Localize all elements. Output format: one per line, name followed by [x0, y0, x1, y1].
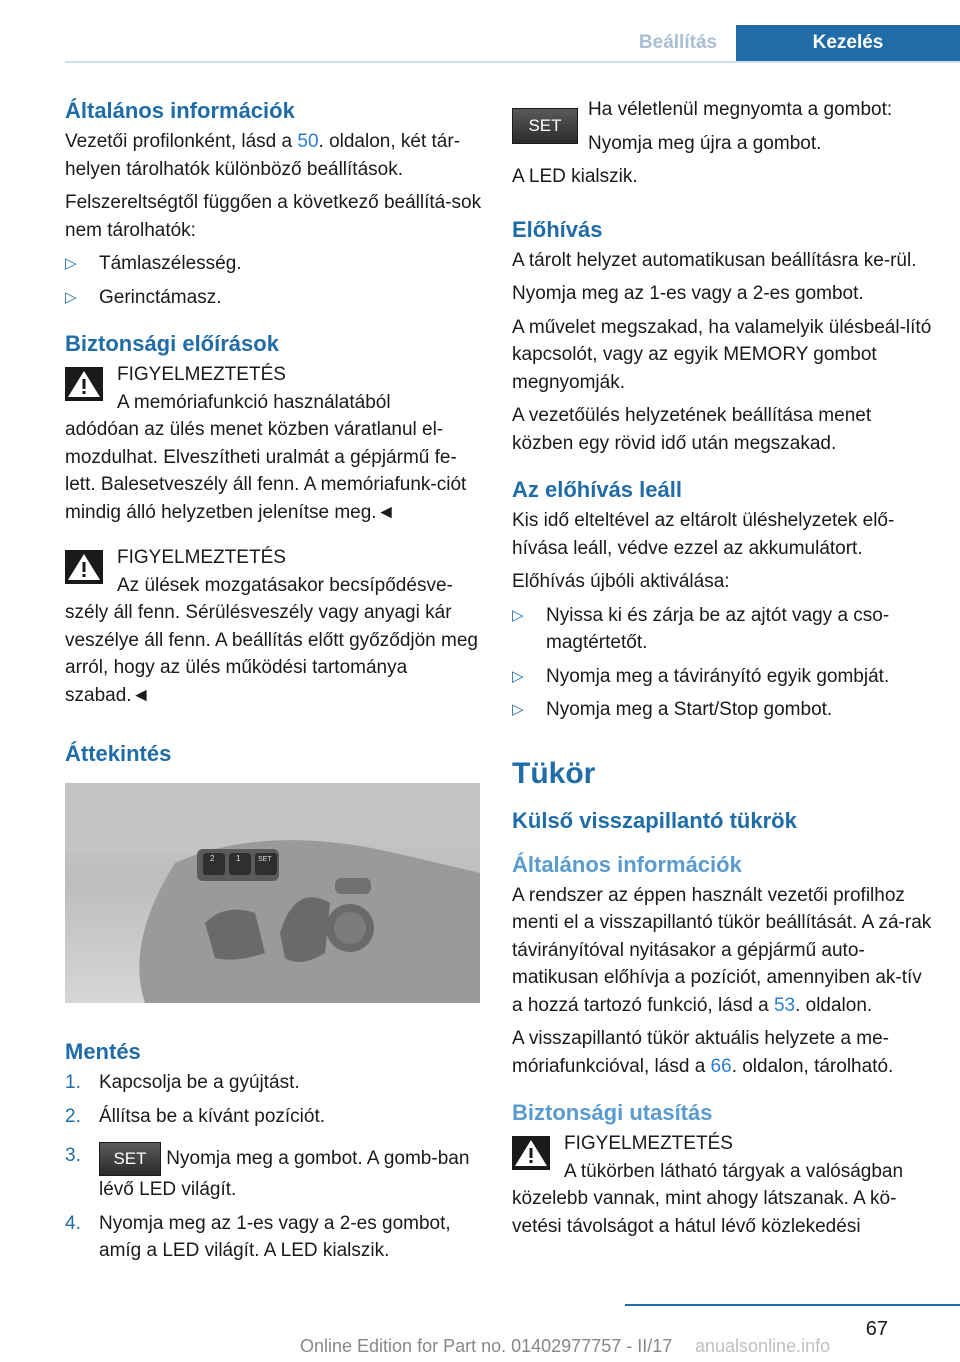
warning-text: Az ülések mozgatásakor becsípődésve- [117, 574, 453, 596]
accidental-press-note [512, 96, 932, 157]
header-divider [65, 61, 960, 63]
warning-1 [65, 361, 485, 416]
accident-action: Nyomja meg újra a gombot. [588, 132, 822, 154]
not-stored-list [65, 250, 485, 311]
heading-exterior-mirrors: Külső visszapillantó tükrök [512, 807, 797, 833]
footer-divider [625, 1304, 960, 1306]
save-steps [65, 1069, 485, 1265]
svg-text:SET: SET [258, 856, 272, 863]
page-number: 67 [865, 1318, 888, 1340]
page-link-50[interactable]: 50 [297, 131, 319, 152]
warning-1-body: adódóan az ülés menet közben váratlanul el-mozdulhat. Elveszítheti uralmát a gépjármű fe-lett. Balesetveszély áll fenn. A memóriafunk-ciót mindig álló helyzetben jelenítse meg.◄ [65, 419, 467, 523]
heading-general-info-mirror: Általános információk [512, 851, 742, 877]
triangle-bullet-icon: ▷ [512, 667, 524, 685]
list-item: ▷ Támlaszélesség. [65, 250, 485, 278]
heading-safety-instruction: Biztonsági utasítás [512, 1100, 713, 1125]
triangle-bullet-icon: ▷ [512, 701, 524, 718]
triangle-bullet-icon: ▷ [65, 255, 77, 272]
seat-controls-photo [65, 783, 480, 1003]
page-link-53[interactable]: 53 [773, 994, 796, 1016]
left-column [65, 96, 485, 1271]
heading-overview: Áttekintés [65, 741, 172, 766]
warning-triangle-icon [65, 550, 103, 584]
svg-text:1: 1 [236, 854, 241, 863]
mirror-para-1: A rendszer az éppen használt vezetői profilhoz menti el a visszapillantó tükör beállítását. A zá-rak távirányítóval nyitásakor a gépjármű auto-matikusan előhívja a pozíciót, amennyiben ak-tív a hozzá tartozó funkció, lásd a 53. oldalon. [512, 884, 932, 1016]
led-off-text: A LED kialszik. [512, 166, 638, 187]
heading-recall: Előhívás [512, 216, 603, 242]
warning-mirror-body: közelebb vannak, mint ahogy látszanak. A kö-vetési távolságot a hátul lévő közlekedési [512, 1188, 897, 1237]
accident-text: Ha véletlenül megnyomta a gombot: [588, 99, 893, 120]
paragraph-profiles: Vezetői profilonként, lásd a 50. oldalon, két tár-helyen tárolhatók különböző beállítások. [65, 131, 461, 180]
triangle-bullet-icon: ▷ [65, 288, 77, 306]
step-item: 3. SET Nyomja meg a gombot. A gomb-ban lévő LED világít. [65, 1142, 485, 1204]
list-item: ▷ Nyissa ki és zárja be az ajtót vagy a cso-magtértetőt. [512, 602, 932, 657]
mirror-para-2: A visszapillantó tükör aktuális helyzete a me-móriafunkcióval, lásd a 66. oldalon, tárolható. [512, 1028, 894, 1077]
step-item: 2. Állítsa be a kívánt pozíciót. [65, 1105, 326, 1127]
warning-title: FIGYELMEZTETÉS [564, 1133, 733, 1154]
recall-para-4: A vezetőülés helyzetének beállítása menet közben egy rövid idő után megszakad. [512, 405, 872, 454]
svg-text:2: 2 [210, 854, 215, 863]
seat-memory-buttons-image [65, 783, 480, 1003]
warning-title: FIGYELMEZTETÉS [117, 547, 286, 568]
warning-mirror [512, 1130, 932, 1185]
heading-mirror: Tükör [512, 756, 596, 790]
set-button-icon: SET [512, 108, 578, 144]
warning-2 [65, 544, 485, 599]
stop-para-1: Kis idő elteltével az eltárolt üléshelyzetek elő-hívása leáll, védve ezzel az akkumulátort. [512, 510, 895, 559]
page-link-66[interactable]: 66 [710, 1055, 732, 1077]
warning-text: A tükörben látható tárgyak a valóságban [564, 1160, 904, 1182]
recall-para-2: Nyomja meg az 1-es vagy a 2-es gombot. [512, 283, 864, 304]
heading-general-info: Általános információk [65, 98, 295, 123]
tab-beallitas[interactable]: Beállítás [620, 25, 736, 61]
warning-triangle-icon [65, 367, 103, 401]
list-item: ▷ Nyomja meg a távirányító egyik gombját. [512, 663, 932, 691]
right-column [512, 96, 932, 1246]
recall-para-3: A művelet megszakad, ha valamelyik ülésbeál-lító kapcsolót, vagy az egyik MEMORY gombot megnyomják. [512, 316, 932, 393]
step-item: 1. Kapcsolja be a gyújtást. [65, 1072, 300, 1093]
tab-kezeles[interactable]: Kezelés [736, 25, 960, 61]
stop-para-2: Előhívás újbóli aktiválása: [512, 571, 730, 592]
reactivate-list [512, 602, 932, 724]
step-item: 4. Nyomja meg az 1-es vagy a 2-es gombot, amíg a LED világít. A LED kialszik. [65, 1212, 451, 1261]
paragraph-not-stored: Felszereltségtől függően a következő beállítá-sok nem tárolhatók: [65, 192, 482, 241]
edition-note: Online Edition for Part no. 01402977757 - II/17 [300, 1336, 673, 1356]
warning-text: A memóriafunkció használatából [117, 391, 391, 413]
heading-safety: Biztonsági előírások [65, 331, 279, 356]
triangle-bullet-icon: ▷ [512, 606, 524, 624]
heading-recall-stops: Az előhívás leáll [512, 477, 682, 502]
list-item: ▷ Nyomja meg a Start/Stop gombot. [512, 696, 932, 724]
warning-2-body: szély áll fenn. Sérülésveszély vagy anyagi kár veszélye áll fenn. A beállítás előtt győződjön meg arról, hogy az ülés működési tartománya szabad.◄ [65, 602, 478, 706]
warning-triangle-icon [512, 1136, 550, 1170]
set-button-icon: SET [99, 1142, 161, 1176]
watermark: anualsonline.info [695, 1336, 831, 1356]
warning-title: FIGYELMEZTETÉS [117, 364, 286, 385]
recall-para-1: A tárolt helyzet automatikusan beállításra ke-rül. [512, 249, 917, 271]
heading-save: Mentés [65, 1039, 141, 1064]
list-item: ▷ Gerinctámasz. [65, 284, 485, 312]
